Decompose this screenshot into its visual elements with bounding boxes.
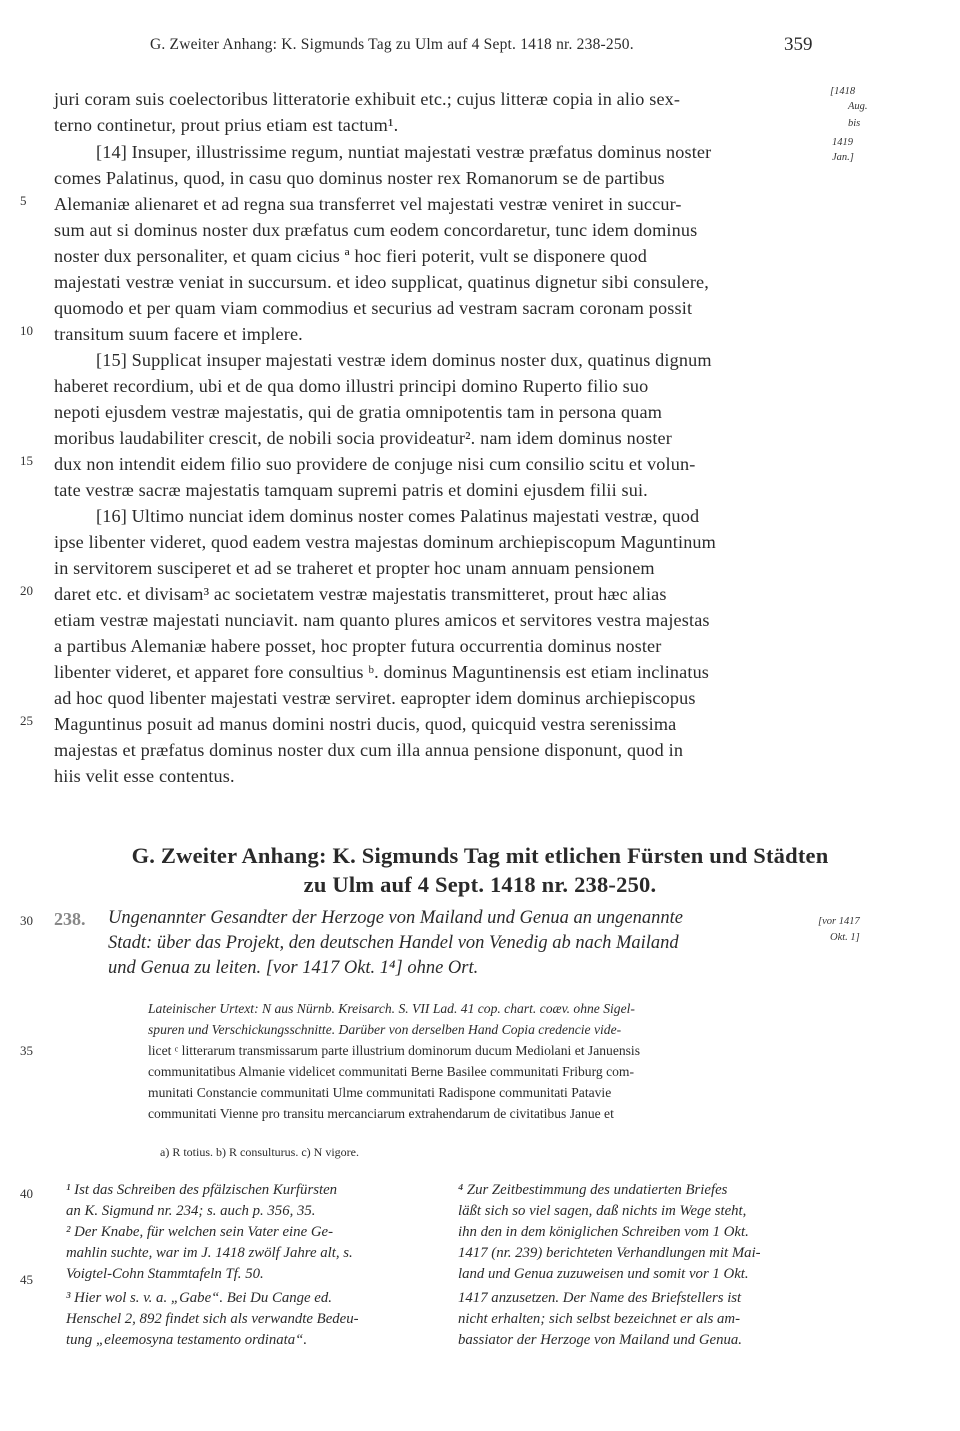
body-line: hiis velit esse contentus. [54,766,235,786]
footnote-line: ¹ Ist das Schreiben des pfälzischen Kurfürsten [66,1182,338,1198]
line-number: 10 [20,323,33,338]
body-line: ad hoc quod libenter majestati vestræ serviret. eapropter idem dominus archiepiscopus [54,688,696,708]
source-line: munitati Constancie communitati Ulme communitati Radispone communitati Patavie [148,1085,612,1100]
footnote-line: Voigtel-Cohn Stammtafeln Tf. 50. [66,1266,264,1282]
section-title: G. Zweiter Anhang: K. Sigmunds Tag mit etlichen Fürsten und Städten [131,843,829,868]
margin-note-date-1: [1418 [830,86,856,97]
body-line: dux non intendit eidem filio suo providere de conjuge nisi cum consilio scitu et volun- [54,454,696,474]
footnote-line: bassiator der Herzoge von Mailand und Genua. [458,1332,742,1348]
regest-line: und Genua zu leiten. [vor 1417 Okt. 1⁴] ohne Ort. [108,958,479,978]
line-number: 20 [20,583,33,598]
footnote-line: läßt sich so viel sagen, daß nichts im Wege steht, [458,1203,747,1219]
regest-line: Stadt: über das Projekt, den deutschen Handel von Venedig ab nach Mailand [108,933,679,953]
line-number: 25 [20,713,33,728]
footnote-line: nicht erhalten; sich selbst bezeichnet er als am- [458,1311,741,1327]
body-line: etiam vestræ majestati nunciavit. nam quanto plures amicos et servitores vestra majestas [54,610,710,630]
body-line: Maguntinus posuit ad manus domini nostri ducis, quod, quicquid vestra serenissima [54,714,677,734]
footnote-line: Henschel 2, 892 findet sich als verwandte Bedeu- [66,1311,359,1327]
footnote-line: ² Der Knabe, für welchen sein Vater eine Ge- [66,1224,334,1240]
source-line: spuren und Verschickungsschnitte. Darüber von derselben Hand Copia credencie vide- [148,1022,622,1037]
body-line: quomodo et per quam viam commodius et securius ad vestram sacram coronam possit [54,298,693,318]
footnote-line: an K. Sigmund nr. 234; s. auch p. 356, 35. [66,1203,316,1219]
footnote-line: 1417 (nr. 239) berichteten Verhandlungen mit Mai- [458,1245,761,1261]
section-title-continued: zu Ulm auf 4 Sept. 1418 nr. 238-250. [303,872,657,897]
running-head: G. Zweiter Anhang: K. Sigmunds Tag zu Ulm auf 4 Sept. 1418 nr. 238-250. [150,36,634,53]
footnote-line: ³ Hier wol s. v. a. „Gabe“. Bei Du Cange ed. [66,1290,332,1306]
body-line: [16] Ultimo nunciat idem dominus noster comes Palatinus majestati vestræ, quod [96,506,700,526]
footnote-line: 1417 anzusetzen. Der Name des Briefstellers ist [458,1290,742,1306]
margin-note-date-2: Aug. [848,101,868,112]
body-line: tate vestræ sacræ majestatis tamquam supremi patris et domini ejusdem filii sui. [54,480,648,500]
margin-note-date-4: 1419 [832,137,853,148]
body-line: [14] Insuper, illustrissime regum, nuntiat majestati vestræ præfatus dominus noster [96,142,712,162]
source-line: communitatibus Almanie videlicet communitati Berne Basilee communitati Friburg com- [148,1064,635,1079]
footnote-line: ⁴ Zur Zeitbestimmung des undatierten Briefes [458,1182,728,1198]
body-line: libenter videret, et apparet fore consultius ᵇ. dominus Maguntinensis est etiam inclinatus [54,662,710,682]
variant-notes: a) R totius. b) R consulturus. c) N vigore. [160,1145,359,1159]
body-line: transitum suum facere et implere. [54,324,303,344]
body-line: haberet recordium, ubi et de qua domo illustri principi domino Ruperto filio suo [54,376,649,396]
body-line: nepoti ejusdem vestræ majestatis, qui de gratia omnipotentis tam in persona quam [54,402,663,422]
body-line: majestas et præfatus dominus noster dux cum illa annua pensione disponunt, quod in [54,740,684,760]
page-number: 359 [784,34,813,55]
margin-note-date-3: bis [848,118,861,129]
body-line: in servitorem susciperet et ad se traheret et propter hoc unam annuam pensionem [54,558,655,578]
source-line: licet ᶜ litterarum transmissarum parte illustrium dominorum ducum Mediolani et Januensis [148,1043,641,1058]
footnote-line: land und Genua zuzuweisen und somit vor 1 Okt. [458,1266,749,1282]
margin-note-regest-2: Okt. 1] [830,932,860,943]
line-number: 5 [20,193,27,208]
body-line: [15] Supplicat insuper majestati vestræ idem dominus noster dux, quatinus dignum [96,350,712,370]
line-number: 40 [20,1186,33,1201]
body-line: terno continetur, prout prius etiam est tactum¹. [54,115,399,135]
line-number: 15 [20,453,33,468]
body-line: noster dux personaliter, et quam cicius ª hoc fieri poterit, vult se disponere quod [54,246,648,266]
footnote-line: mahlin suchte, war im J. 1418 zwölf Jahre alt, s. [66,1245,353,1261]
source-line: communitati Vienne pro transitu mercanciarum extrahendarum de civitatibus Janue et [148,1106,614,1121]
body-line: majestati vestræ veniat in succursum. et ideo supplicat, quatinus dignetur sibi consulere, [54,272,709,292]
source-line: Lateinischer Urtext: N aus Nürnb. Kreisarch. S. VII Lad. 41 cop. chart. coæv. ohne Sigel- [148,1001,635,1016]
body-line: a partibus Alemaniæ habere posset, hoc propter futura occurrentia dominus noster [54,636,662,656]
body-line: daret etc. et divisam³ ac societatem vestræ majestatis transmitteret, prout hæc alias [54,584,667,604]
body-line: juri coram suis coelectoribus litteratorie exhibuit etc.; cujus litteræ copia in alio sex- [54,89,681,109]
body-line: ipse libenter videret, quod eadem vestra majestas dominum archiepiscopum Maguntinum [54,532,716,552]
footnote-line: ihn den in dem königlichen Schreiben vom 1 Okt. [458,1224,749,1240]
regest-line: Ungenannter Gesandter der Herzoge von Mailand und Genua an ungenannte [108,908,683,928]
line-number: 30 [20,913,33,928]
body-line: Alemaniæ alienaret et ad regna sua transferret vel majestati vestræ veniret in succur- [54,194,682,214]
line-number: 35 [20,1043,33,1058]
body-line: comes Palatinus, quod, in casu quo dominus noster rex Romanorum se de partibus [54,168,665,188]
regest-number: 238. [54,909,86,929]
body-line: sum aut si dominus noster dux præfatus cum eodem concordaretur, tunc idem dominus [54,220,698,240]
body-line: moribus laudabiliter crescit, de nobili socia provideatur². nam idem dominus noster [54,428,672,448]
footnote-line: tung „eleemosyna testamento ordinata“. [66,1332,308,1348]
line-number: 45 [20,1272,33,1287]
margin-note-regest-1: [vor 1417 [818,916,860,927]
margin-note-date-5: Jan.] [832,152,854,163]
